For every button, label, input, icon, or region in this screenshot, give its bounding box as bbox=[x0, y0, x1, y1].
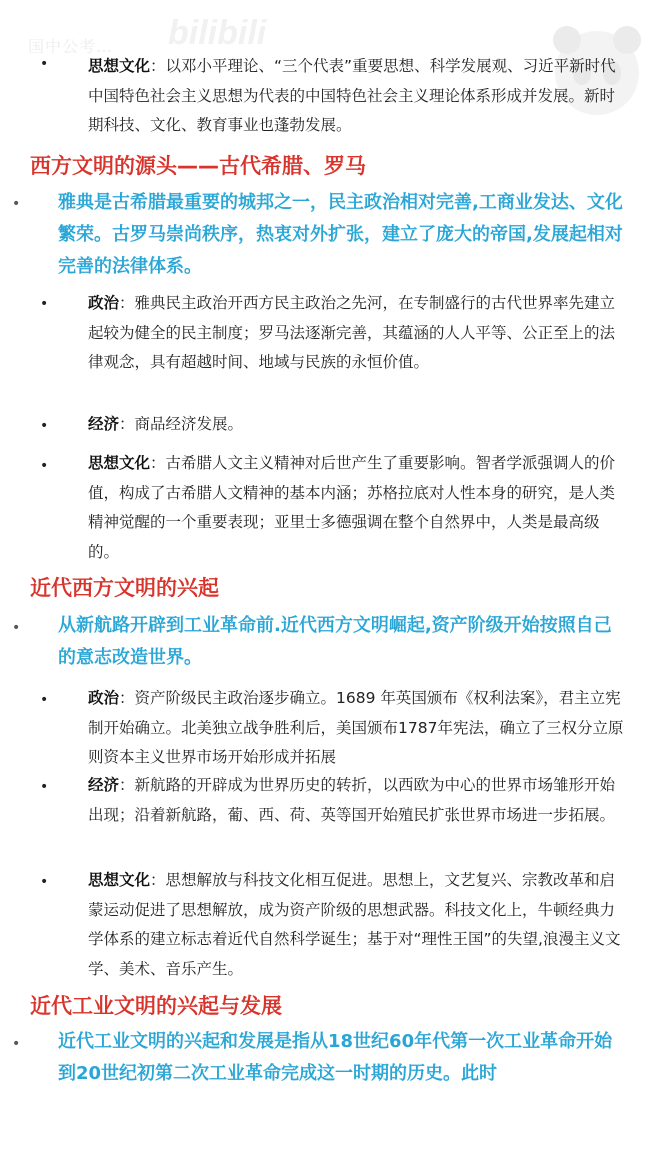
section-lead: 从新航路开辟到工业革命前.近代西方文明崛起,资产阶级开始按照自己的意志改造世界。 bbox=[58, 615, 612, 668]
bullet-dot: • bbox=[12, 196, 21, 212]
bullet-dot: • bbox=[12, 1036, 21, 1052]
bullet-dot: • bbox=[40, 692, 49, 708]
item-separator: ： bbox=[150, 57, 166, 75]
list-item bbox=[88, 410, 628, 440]
item-text: 商品经济发展。 bbox=[134, 415, 244, 433]
item-separator: ： bbox=[119, 689, 135, 707]
item-label: 政治 bbox=[88, 689, 120, 707]
bullet-dot: • bbox=[40, 458, 49, 474]
item-separator: ： bbox=[119, 776, 135, 794]
bullet-dot: • bbox=[40, 874, 49, 890]
section-heading: 西方文明的源头——古代希腊、罗马 bbox=[30, 154, 366, 178]
list-item bbox=[88, 771, 628, 830]
item-label: 经济 bbox=[88, 776, 120, 794]
item-label: 思想文化 bbox=[88, 871, 151, 889]
section-heading: 近代西方文明的兴起 bbox=[30, 576, 219, 600]
item-text: 新航路的开辟成为世界历史的转折，以西欧为中心的世界市场雏形开始出现；沿着新航路，葡、西、荷、英等国开始殖民扩张世界市场进一步拓展。 bbox=[88, 776, 616, 824]
section-lead: 近代工业文明的兴起和发展是指从18世纪60年代第一次工业革命开始到20世纪初第二次工业革命完成这一时期的历史。此时 bbox=[58, 1031, 613, 1084]
bullet-dot: • bbox=[40, 418, 49, 434]
list-item bbox=[88, 289, 628, 378]
item-separator: ： bbox=[119, 294, 135, 312]
item-separator: ： bbox=[150, 871, 166, 889]
item-separator: ： bbox=[150, 454, 166, 472]
item-label: 思想文化 bbox=[88, 57, 151, 75]
bilibili-logo-watermark: bilibili bbox=[168, 14, 267, 52]
list-item bbox=[88, 866, 628, 984]
bullet-dot: • bbox=[40, 56, 49, 72]
item-text: 思想解放与科技文化相互促进。思想上，文艺复兴、宗教改革和启蒙运动促进了思想解放，成为资产阶级的思想武器。科技文化上，牛顿经典力学体系的建立标志着近代自然科学诞生；基于对“理性王国”的失望,浪漫主义文学、美术、音乐产生。 bbox=[88, 871, 621, 978]
list-item bbox=[88, 52, 628, 141]
item-label: 经济 bbox=[88, 415, 120, 433]
list-item bbox=[88, 449, 628, 567]
section-heading: 近代工业文明的兴起与发展 bbox=[30, 994, 282, 1018]
item-text: 资产阶级民主政治逐步确立。1689 年英国颁布《权利法案》，君主立宪制开始确立。北美独立战争胜利后，美国颁布1787年宪法，确立了三权分立原则资本主义世界市场开始形成并拓展 bbox=[88, 689, 624, 766]
item-text: 雅典民主政治开西方民主政治之先河，在专制盛行的古代世界率先建立起较为健全的民主制度；罗马法逐渐完善，其蕴涵的人人平等、公正至上的法律观念，具有超越时间、地域与民族的永恒价值。 bbox=[88, 294, 616, 371]
bullet-dot: • bbox=[40, 296, 49, 312]
bullet-dot: • bbox=[40, 779, 49, 795]
item-text: 以邓小平理论、“三个代表”重要思想、科学发展观、习近平新时代中国特色社会主义思想为代表的中国特色社会主义理论体系形成并发展。新时期科技、文化、教育事业也蓬勃发展。 bbox=[88, 57, 616, 134]
item-label: 思想文化 bbox=[88, 454, 151, 472]
watermark-text: 国中公考… bbox=[28, 37, 114, 56]
list-item bbox=[88, 684, 628, 773]
item-text: 古希腊人文主义精神对后世产生了重要影响。智者学派强调人的价值，构成了古希腊人文精神的基本内涵；苏格拉底对人性本身的研究，是人类精神觉醒的一个重要表现；亚里士多德强调在整个自然界中，人类是最高级的。 bbox=[88, 454, 616, 561]
bullet-dot: • bbox=[12, 620, 21, 636]
item-separator: ： bbox=[119, 415, 135, 433]
section-lead: 雅典是古希腊最重要的城邦之一，民主政治相对完善,工商业发达、文化繁荣。古罗马崇尚秩序，热衷对外扩张，建立了庞大的帝国,发展起相对完善的法律体系。 bbox=[58, 192, 623, 277]
item-label: 政治 bbox=[88, 294, 120, 312]
